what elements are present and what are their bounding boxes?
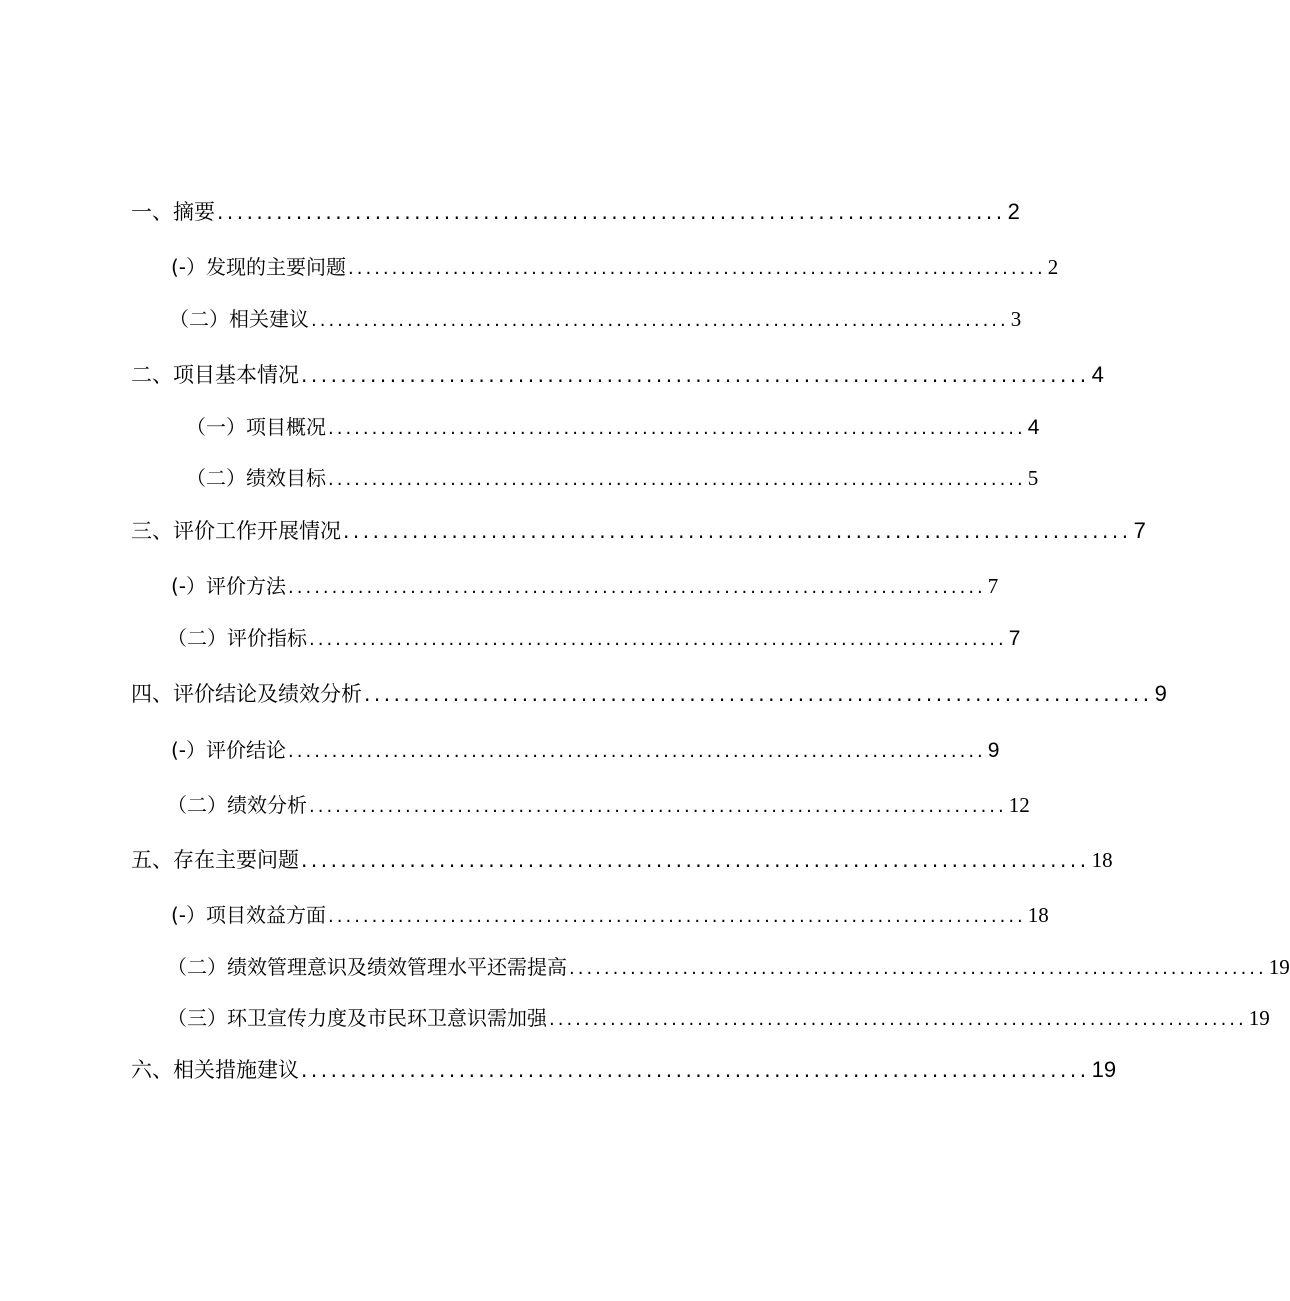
toc-entry-title: （三）环卫宣传力度及市民环卫意识需加强 bbox=[167, 1006, 547, 1030]
toc-page-number: 7 bbox=[1008, 627, 1021, 650]
toc-dot-leader: ................................................................................ bbox=[309, 796, 1007, 817]
toc-entry[interactable] bbox=[186, 411, 1040, 440]
toc-entry[interactable] bbox=[167, 622, 1021, 651]
toc-dot-leader: ................................................................................ bbox=[328, 469, 1026, 490]
toc-page-number: 3 bbox=[1010, 307, 1022, 331]
toc-page-number: 2 bbox=[1007, 199, 1020, 224]
toc-entry[interactable] bbox=[131, 196, 1020, 226]
toc-page-number: 19 bbox=[1268, 955, 1290, 979]
toc-page-number: 12 bbox=[1008, 793, 1030, 817]
toc-entry-title: （二）绩效目标 bbox=[186, 466, 326, 490]
toc-dot-leader: ................................................................................ bbox=[311, 310, 1009, 331]
toc-entry[interactable] bbox=[131, 1054, 1117, 1084]
toc-entry-title: 三、评价工作开展情况 bbox=[131, 519, 341, 543]
toc-dot-leader: ................................................................................ bbox=[217, 200, 1006, 224]
toc-dot-leader: ................................................................................ bbox=[301, 363, 1090, 387]
toc-entry[interactable] bbox=[171, 570, 999, 599]
toc-entry[interactable] bbox=[167, 789, 1030, 818]
toc-dot-leader: ................................................................................ bbox=[348, 258, 1046, 279]
toc-entry[interactable] bbox=[167, 951, 1290, 980]
toc-dot-leader: ................................................................................ bbox=[288, 577, 986, 598]
toc-entry-title: （二）绩效管理意识及绩效管理水平还需提高 bbox=[167, 955, 567, 979]
toc-entry-title: 一、摘要 bbox=[131, 200, 215, 224]
toc-entry-title: （二）评价指标 bbox=[167, 626, 307, 650]
toc-entry[interactable] bbox=[171, 251, 1059, 280]
toc-page-number: 19 bbox=[1091, 1057, 1117, 1082]
toc-page-number: 19 bbox=[1248, 1006, 1270, 1030]
toc-dot-leader: ................................................................................ bbox=[364, 682, 1153, 706]
toc-entry[interactable] bbox=[131, 844, 1113, 874]
toc-entry-title: 二、项目基本情况 bbox=[131, 363, 299, 387]
toc-dot-leader: ................................................................................ bbox=[549, 1009, 1247, 1030]
toc-entry[interactable] bbox=[131, 359, 1104, 389]
toc-entry[interactable] bbox=[131, 515, 1146, 545]
toc-entry-title: （二）绩效分析 bbox=[167, 793, 307, 817]
toc-page-number: 9 bbox=[1154, 681, 1167, 706]
toc-page-number: 7 bbox=[987, 574, 999, 598]
toc-dot-leader: ................................................................................ bbox=[301, 1058, 1090, 1082]
toc-entry-title: (-）项目效益方面 bbox=[171, 903, 327, 927]
toc-dot-leader: ................................................................................ bbox=[343, 519, 1132, 543]
toc-entry[interactable] bbox=[167, 1002, 1270, 1031]
toc-page-number: 5 bbox=[1027, 466, 1039, 490]
toc-entry-title: (-）发现的主要问题 bbox=[171, 255, 347, 279]
toc-entry[interactable] bbox=[169, 303, 1022, 332]
toc-page-number: 4 bbox=[1027, 416, 1040, 439]
toc-entry[interactable] bbox=[131, 678, 1167, 708]
toc-entry-title: (-）评价方法 bbox=[171, 574, 287, 598]
toc-dot-leader: ................................................................................ bbox=[301, 848, 1090, 872]
toc-entry-title: (-）评价结论 bbox=[171, 738, 287, 762]
toc-entry-title: 四、评价结论及绩效分析 bbox=[131, 682, 362, 706]
toc-entry[interactable] bbox=[171, 899, 1049, 928]
toc-entry-title: 五、存在主要问题 bbox=[131, 848, 299, 872]
toc-page-number: 9 bbox=[987, 739, 1000, 762]
toc-page-number: 18 bbox=[1027, 903, 1049, 927]
toc-dot-leader: ................................................................................ bbox=[569, 958, 1267, 979]
toc-page-number: 7 bbox=[1133, 518, 1146, 543]
toc-page-number: 2 bbox=[1047, 255, 1059, 279]
toc-page-number: 4 bbox=[1091, 362, 1104, 387]
toc-dot-leader: ................................................................................ bbox=[328, 906, 1026, 927]
toc-entry-title: （二）相关建议 bbox=[169, 307, 309, 331]
toc-entry[interactable] bbox=[171, 734, 1000, 763]
toc-entry-title: 六、相关措施建议 bbox=[131, 1058, 299, 1082]
toc-entry-title: （一）项目概况 bbox=[186, 415, 326, 439]
toc-dot-leader: ................................................................................ bbox=[309, 629, 1007, 650]
toc-dot-leader: ................................................................................ bbox=[328, 418, 1026, 439]
toc-page-number: 18 bbox=[1091, 848, 1113, 872]
toc-entry[interactable] bbox=[186, 462, 1039, 491]
toc-dot-leader: ................................................................................ bbox=[288, 741, 986, 762]
